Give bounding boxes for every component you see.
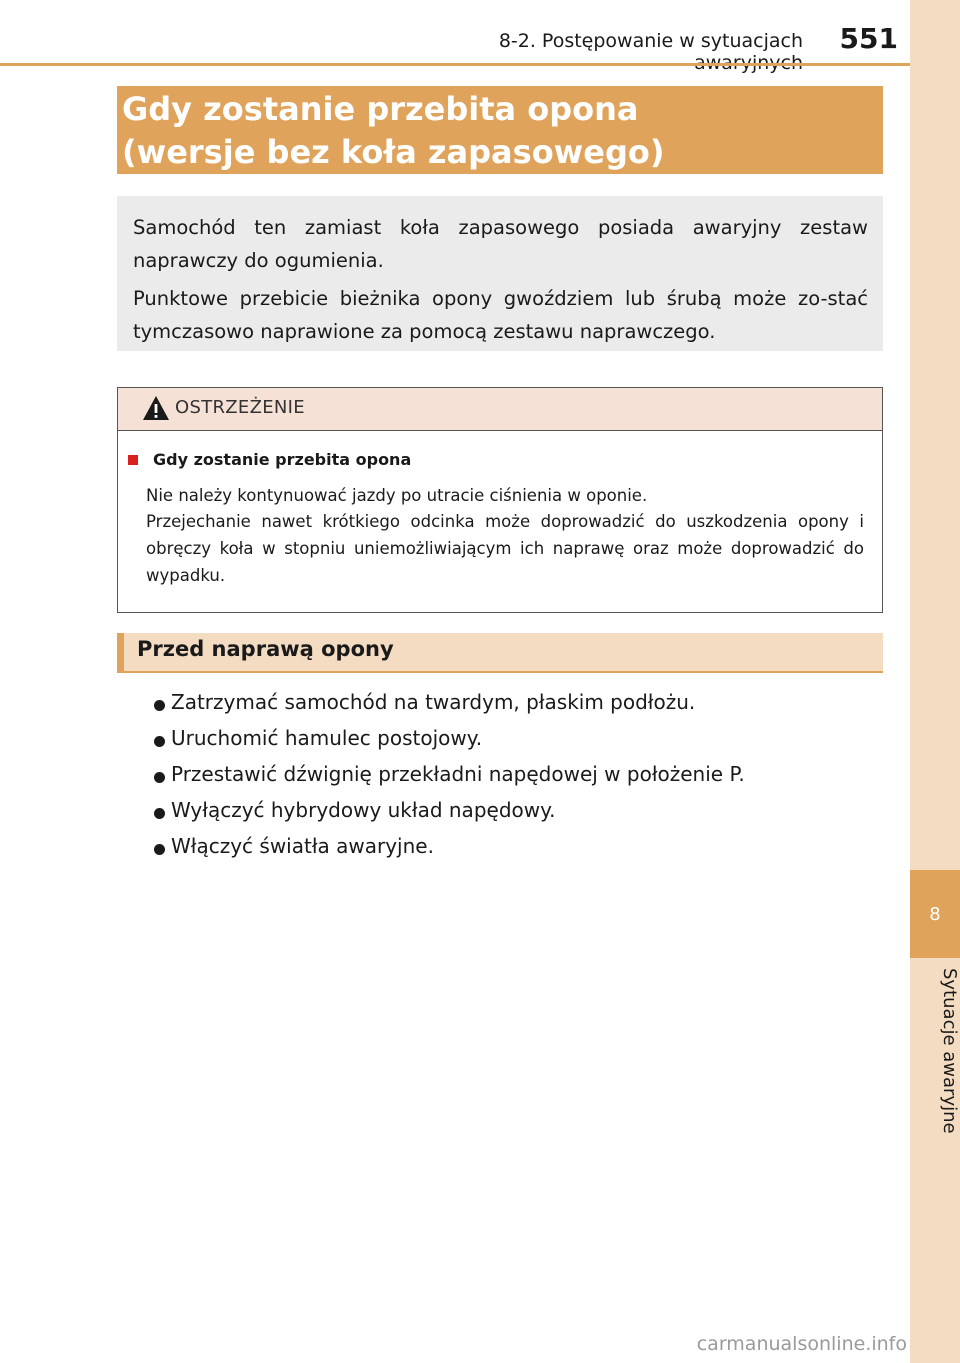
list-item: Uruchomić hamulec postojowy. — [171, 726, 483, 750]
running-header: 8-2. Postępowanie w sytuacjach — [498, 30, 803, 52]
bullet-icon — [154, 772, 165, 783]
warning-subheading: Gdy zostanie przebita opona — [153, 450, 412, 469]
page-number: 551 — [839, 22, 898, 55]
intro-paragraph: Punktowe przebicie bieżnika opony gwoździem lub śrubą może zo-stać tymczasowo naprawione za pomocą zestawu naprawczego. — [133, 287, 868, 343]
bullet-icon — [154, 700, 165, 711]
warning-triangle-icon — [142, 394, 170, 422]
page-title: Gdy zostanie przebita opona (wersje bez koła zapasowego) — [122, 90, 665, 171]
warning-paragraph: Przejechanie nawet krótkiego odcinka może doprowadzić do uszkodzenia opony i obręczy koła w stopniu uniemożliwiającym ich naprawę oraz może doprowadzić do wypadku. — [146, 512, 864, 585]
section-title: Przed naprawą opony — [137, 637, 394, 661]
bullet-icon — [154, 844, 165, 855]
warning-paragraph: Nie należy kontynuować jazdy po utracie ciśnienia w oponie. — [146, 486, 648, 505]
list-item: Włączyć światła awaryjne. — [171, 834, 434, 858]
chapter-number: 8 — [929, 904, 941, 925]
list-item: Przestawić dźwignię przekładni napędowej w położenie P. — [171, 762, 745, 786]
chapter-title: Sytuacje awaryjne — [939, 968, 960, 1134]
section-heading-accent — [117, 633, 124, 671]
square-bullet-icon — [128, 455, 138, 465]
warning-label: OSTRZEŻENIE — [175, 397, 305, 418]
watermark: carmanualsonline.info — [696, 1333, 907, 1355]
chapter-side-tab — [910, 0, 960, 1363]
bullet-icon — [154, 808, 165, 819]
header-divider — [0, 63, 910, 66]
intro-paragraph: Samochód ten zamiast koła zapasowego posiada awaryjny zestaw naprawczy do ogumienia. — [133, 216, 868, 272]
list-item: Zatrzymać samochód na twardym, płaskim podłożu. — [171, 690, 696, 714]
bullet-icon — [154, 736, 165, 747]
list-item: Wyłączyć hybrydowy układ napędowy. — [171, 798, 556, 822]
